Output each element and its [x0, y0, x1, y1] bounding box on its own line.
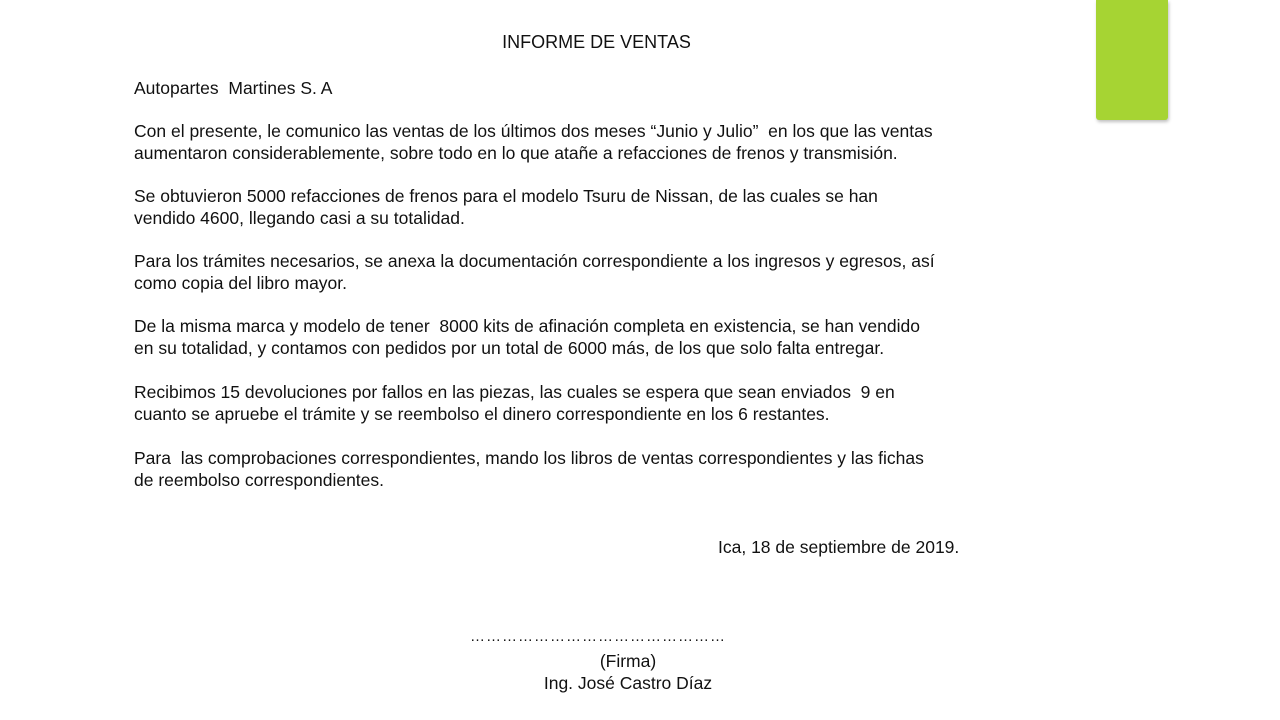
paragraph-line: De la misma marca y modelo de tener 8000 kits de afinación completa en existencia, se han vendido	[134, 316, 920, 336]
paragraph-paperwork	[134, 251, 1034, 294]
paragraph-line: en su totalidad, y contamos con pedidos por un total de 6000 más, de los que solo falta entregar.	[134, 337, 885, 358]
paragraph-line: Recibimos 15 devoluciones por fallos en las piezas, las cuales se espera que sean enviados 9 en	[134, 382, 895, 402]
paragraph-line: Con el presente, le comunico las ventas de los últimos dos meses “Junio y Julio” en los que las ventas	[134, 121, 933, 141]
paragraph-line: de reembolso correspondientes.	[134, 469, 385, 490]
paragraph-line: como copia del libro mayor.	[134, 272, 348, 293]
signature-label: (Firma)	[599, 651, 657, 671]
paragraph-line: Para los trámites necesarios, se anexa la documentación correspondiente a los ingresos y egresos, así	[134, 251, 935, 271]
accent-bar	[1096, 0, 1168, 120]
paragraph-tuneup-kits	[134, 316, 1034, 359]
paragraph-line: vendido 4600, llegando casi a su totalidad.	[134, 207, 465, 228]
company-name: Autopartes Martines S. A	[134, 78, 333, 98]
paragraph-returns	[134, 382, 1034, 425]
paragraph-line: aumentaron considerablemente, sobre todo en lo que atañe a refacciones de frenos y transmisión.	[134, 142, 898, 163]
paragraph-line: cuanto se apruebe el trámite y se reembolso el dinero correspondiente en los 6 restantes.	[134, 403, 830, 424]
paragraph-brake-parts	[134, 186, 1034, 229]
paragraph-line: Para las comprobaciones correspondientes, mando los libros de ventas correspondientes y las fichas	[134, 448, 924, 468]
signer-name: Ing. José Castro Díaz	[543, 673, 713, 693]
paragraph-verification	[134, 448, 1034, 491]
signature-line: …………………………………………	[470, 628, 726, 645]
document-title: INFORME DE VENTAS	[502, 32, 691, 52]
paragraph-sales-summary	[134, 121, 1034, 164]
document-date: Ica, 18 de septiembre de 2019.	[718, 537, 960, 557]
paragraph-line: Se obtuvieron 5000 refacciones de frenos para el modelo Tsuru de Nissan, de las cuales se han	[134, 186, 878, 206]
